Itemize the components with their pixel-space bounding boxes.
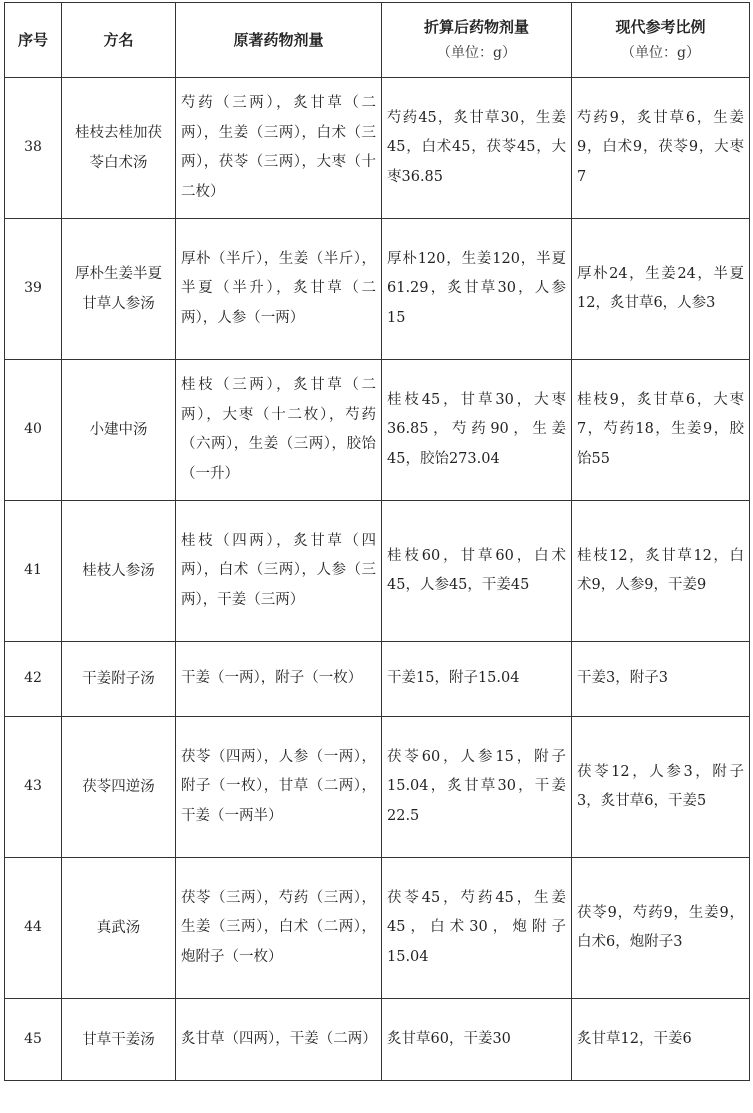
row-name: 厚朴生姜半夏甘草人参汤 [62, 219, 176, 360]
row-seq: 38 [5, 78, 62, 219]
row-converted: 茯苓60，人参15，附子15.04，炙甘草30，干姜22.5 [382, 717, 572, 858]
header-converted-title: 折算后药物剂量 [423, 18, 529, 36]
row-modern: 厚朴24，生姜24，半夏12，炙甘草6，人参3 [572, 219, 750, 360]
header-converted-unit: （单位：g） [437, 45, 516, 61]
row-name: 甘草干姜汤 [62, 999, 176, 1081]
row-converted: 干姜15，附子15.04 [382, 642, 572, 717]
row-name: 小建中汤 [62, 360, 176, 501]
row-name: 桂枝去桂加茯苓白术汤 [62, 78, 176, 219]
header-converted [382, 3, 572, 78]
row-original: 厚朴（半斤），生姜（半斤），半夏（半升），炙甘草（二两），人参（一两） [176, 219, 382, 360]
row-seq: 43 [5, 717, 62, 858]
row-modern: 茯苓12，人参3，附子3，炙甘草6，干姜5 [572, 717, 750, 858]
row-modern: 干姜3，附子3 [572, 642, 750, 717]
row-original: 干姜（一两），附子（一枚） [176, 642, 382, 717]
table-row [5, 78, 750, 219]
row-original: 炙甘草（四两），干姜（二两） [176, 999, 382, 1081]
row-original: 桂枝（四两），炙甘草（四两），白术（三两），人参（三两），干姜（三两） [176, 501, 382, 642]
row-seq: 45 [5, 999, 62, 1081]
row-converted: 厚朴120，生姜120，半夏61.29，炙甘草30，人参15 [382, 219, 572, 360]
header-modern-title: 现代参考比例 [615, 18, 706, 36]
row-modern: 茯苓9，芍药9，生姜9，白术6，炮附子3 [572, 858, 750, 999]
row-converted: 炙甘草60，干姜30 [382, 999, 572, 1081]
row-name: 桂枝人参汤 [62, 501, 176, 642]
table-row [5, 999, 750, 1081]
header-original: 原著药物剂量 [176, 3, 382, 78]
row-converted: 桂枝45，甘草30，大枣36.85，芍药90，生姜45，胶饴273.04 [382, 360, 572, 501]
header-seq: 序号 [5, 3, 62, 78]
table-row [5, 360, 750, 501]
row-seq: 41 [5, 501, 62, 642]
table-row [5, 642, 750, 717]
row-original: 茯苓（三两），芍药（三两），生姜（三两），白术（二两），炮附子（一枚） [176, 858, 382, 999]
header-modern-unit: （单位：g） [621, 45, 700, 61]
row-name: 干姜附子汤 [62, 642, 176, 717]
row-original: 芍药（三两），炙甘草（二两），生姜（三两），白术（三两），茯苓（三两），大枣（十二枚） [176, 78, 382, 219]
row-modern: 桂枝12，炙甘草12，白术9，人参9，干姜9 [572, 501, 750, 642]
row-converted: 芍药45，炙甘草30，生姜45，白术45，茯苓45，大枣36.85 [382, 78, 572, 219]
row-seq: 39 [5, 219, 62, 360]
table-row [5, 858, 750, 999]
header-row [5, 3, 750, 78]
row-modern: 桂枝9，炙甘草6，大枣7，芍药18，生姜9，胶饴55 [572, 360, 750, 501]
row-seq: 42 [5, 642, 62, 717]
row-name: 真武汤 [62, 858, 176, 999]
row-converted: 桂枝60，甘草60，白术45，人参45，干姜45 [382, 501, 572, 642]
table-row [5, 717, 750, 858]
dosage-table [4, 2, 750, 1081]
row-modern: 芍药9，炙甘草6，生姜9，白术9，茯苓9，大枣7 [572, 78, 750, 219]
row-seq: 44 [5, 858, 62, 999]
row-seq: 40 [5, 360, 62, 501]
row-original: 桂枝（三两），炙甘草（二两），大枣（十二枚），芍药（六两），生姜（三两），胶饴（一升） [176, 360, 382, 501]
row-name: 茯苓四逆汤 [62, 717, 176, 858]
row-converted: 茯苓45，芍药45，生姜45，白术30，炮附子15.04 [382, 858, 572, 999]
row-original: 茯苓（四两），人参（一两），附子（一枚），甘草（二两），干姜（一两半） [176, 717, 382, 858]
row-modern: 炙甘草12，干姜6 [572, 999, 750, 1081]
table-row [5, 501, 750, 642]
table-row [5, 219, 750, 360]
header-name: 方名 [62, 3, 176, 78]
header-modern [572, 3, 750, 78]
